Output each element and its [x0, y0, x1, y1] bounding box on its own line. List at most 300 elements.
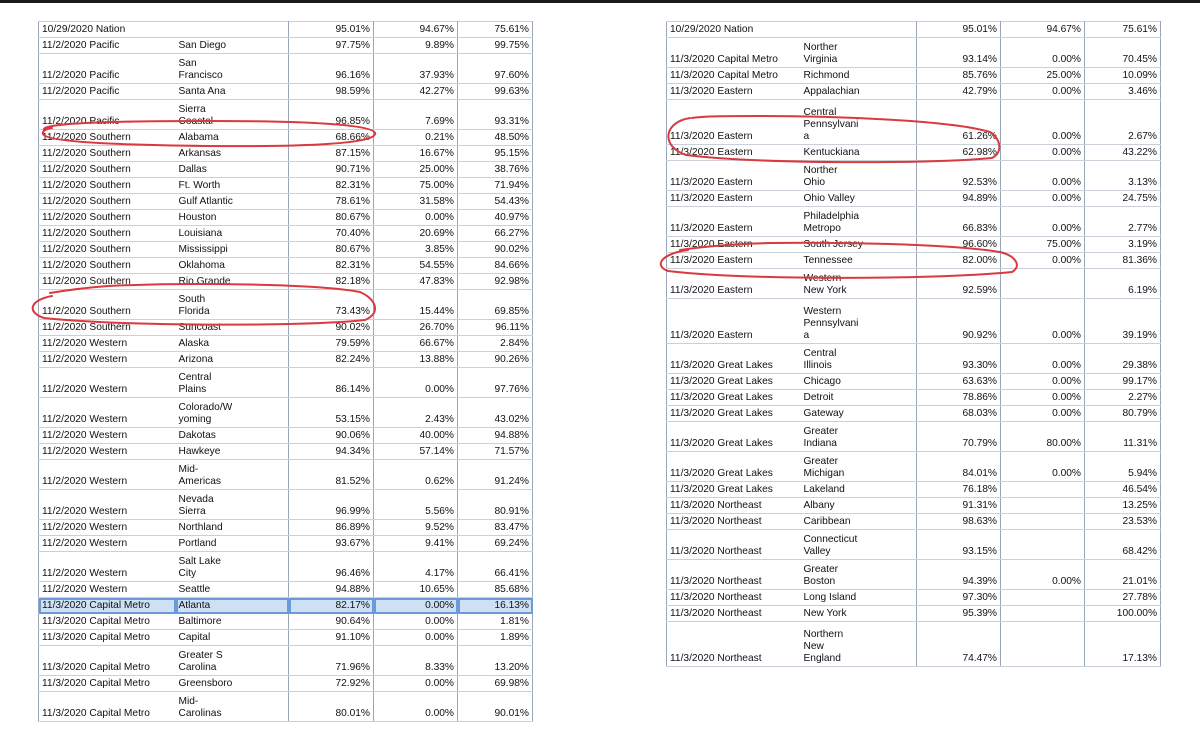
pct-column-c-cell[interactable]: 81.36%	[1085, 253, 1161, 269]
district-cell[interactable]: South Jersey	[801, 237, 917, 253]
date-region-cell[interactable]: 11/2/2020 Western	[39, 490, 176, 520]
district-cell[interactable]: Louisiana	[176, 226, 289, 242]
date-region-cell[interactable]: 11/2/2020 Western	[39, 582, 176, 598]
district-cell[interactable]: Sierra Coastal	[176, 100, 289, 130]
pct-column-c-cell[interactable]: 2.67%	[1085, 100, 1161, 145]
pct-column-c-cell[interactable]: 24.75%	[1085, 191, 1161, 207]
pct-column-b-cell[interactable]	[1001, 590, 1085, 606]
pct-column-c-cell[interactable]: 43.22%	[1085, 145, 1161, 161]
pct-column-a-cell[interactable]: 53.15%	[289, 398, 374, 428]
district-cell[interactable]: Appalachian	[801, 84, 917, 100]
pct-column-a-cell[interactable]: 93.15%	[917, 530, 1001, 560]
pct-column-b-cell[interactable]: 0.00%	[1001, 390, 1085, 406]
date-region-cell[interactable]: 11/2/2020 Western	[39, 352, 176, 368]
district-cell[interactable]: Norther Ohio	[801, 161, 917, 191]
pct-column-c-cell[interactable]: 10.09%	[1085, 68, 1161, 84]
district-cell[interactable]: Greater Boston	[801, 560, 917, 590]
pct-column-a-cell[interactable]: 98.59%	[289, 84, 374, 100]
pct-column-c-cell[interactable]: 91.24%	[458, 460, 533, 490]
pct-column-c-cell[interactable]: 84.66%	[458, 258, 533, 274]
date-region-cell[interactable]: 11/3/2020 Eastern	[667, 191, 801, 207]
pct-column-b-cell[interactable]: 25.00%	[1001, 68, 1085, 84]
pct-column-a-cell[interactable]: 72.92%	[289, 676, 374, 692]
district-cell[interactable]: Central Pennsylvani a	[801, 100, 917, 145]
pct-column-b-cell[interactable]: 13.88%	[374, 352, 458, 368]
district-cell[interactable]: Baltimore	[176, 614, 289, 630]
pct-column-c-cell[interactable]: 66.41%	[458, 552, 533, 582]
pct-column-a-cell[interactable]: 91.10%	[289, 630, 374, 646]
date-region-cell[interactable]: 11/2/2020 Western	[39, 336, 176, 352]
pct-column-c-cell[interactable]: 97.60%	[458, 54, 533, 84]
date-region-cell[interactable]: 11/2/2020 Southern	[39, 320, 176, 336]
district-cell[interactable]: Oklahoma	[176, 258, 289, 274]
district-cell[interactable]: Greater S Carolina	[176, 646, 289, 676]
pct-column-c-cell[interactable]: 66.27%	[458, 226, 533, 242]
pct-column-a-cell[interactable]: 78.61%	[289, 194, 374, 210]
date-region-cell[interactable]: 11/2/2020 Southern	[39, 146, 176, 162]
pct-column-a-cell[interactable]: 96.99%	[289, 490, 374, 520]
district-cell[interactable]: Ohio Valley	[801, 191, 917, 207]
pct-column-a-cell[interactable]: 97.75%	[289, 38, 374, 54]
date-region-cell[interactable]: 11/2/2020 Western	[39, 460, 176, 490]
pct-column-a-cell[interactable]: 42.79%	[917, 84, 1001, 100]
date-region-cell[interactable]: 11/3/2020 Capital Metro	[39, 630, 176, 646]
pct-column-c-cell[interactable]: 69.24%	[458, 536, 533, 552]
pct-column-b-cell[interactable]: 0.00%	[374, 210, 458, 226]
date-region-cell[interactable]: 11/2/2020 Southern	[39, 258, 176, 274]
pct-column-c-cell[interactable]: 90.01%	[458, 692, 533, 722]
pct-column-a-cell[interactable]: 94.39%	[917, 560, 1001, 590]
pct-column-c-cell[interactable]: 93.31%	[458, 100, 533, 130]
pct-column-b-cell[interactable]: 75.00%	[374, 178, 458, 194]
pct-column-a-cell[interactable]: 82.00%	[917, 253, 1001, 269]
date-region-cell[interactable]: 11/2/2020 Southern	[39, 226, 176, 242]
pct-column-b-cell[interactable]: 0.00%	[1001, 406, 1085, 422]
pct-column-a-cell[interactable]: 95.01%	[917, 22, 1001, 38]
date-region-cell[interactable]: 11/3/2020 Eastern	[667, 84, 801, 100]
district-cell[interactable]: Colorado/W yoming	[176, 398, 289, 428]
district-cell[interactable]: Norther Virginia	[801, 38, 917, 68]
pct-column-a-cell[interactable]: 87.15%	[289, 146, 374, 162]
date-region-cell[interactable]: 11/3/2020 Northeast	[667, 606, 801, 622]
pct-column-b-cell[interactable]: 66.67%	[374, 336, 458, 352]
pct-column-a-cell[interactable]: 82.17%	[289, 598, 374, 614]
district-cell[interactable]: Mid- Carolinas	[176, 692, 289, 722]
pct-column-c-cell[interactable]: 92.98%	[458, 274, 533, 290]
district-cell[interactable]: Connecticut Valley	[801, 530, 917, 560]
date-region-cell[interactable]: 11/2/2020 Southern	[39, 290, 176, 320]
date-region-cell[interactable]: 11/3/2020 Eastern	[667, 253, 801, 269]
district-cell[interactable]: Western New York	[801, 269, 917, 299]
pct-column-a-cell[interactable]: 68.03%	[917, 406, 1001, 422]
pct-column-c-cell[interactable]: 29.38%	[1085, 344, 1161, 374]
pct-column-c-cell[interactable]: 54.43%	[458, 194, 533, 210]
date-region-cell[interactable]: 11/2/2020 Southern	[39, 274, 176, 290]
district-cell[interactable]: Long Island	[801, 590, 917, 606]
district-cell[interactable]: Ft. Worth	[176, 178, 289, 194]
district-cell[interactable]: Seattle	[176, 582, 289, 598]
district-cell[interactable]: Western Pennsylvani a	[801, 299, 917, 344]
date-region-cell[interactable]: 10/29/2020 Nation	[667, 22, 801, 38]
pct-column-c-cell[interactable]: 100.00%	[1085, 606, 1161, 622]
district-cell[interactable]: Greater Indiana	[801, 422, 917, 452]
pct-column-b-cell[interactable]: 0.00%	[1001, 191, 1085, 207]
date-region-cell[interactable]: 11/3/2020 Capital Metro	[39, 614, 176, 630]
district-cell[interactable]: Arizona	[176, 352, 289, 368]
district-cell[interactable]: Lakeland	[801, 482, 917, 498]
date-region-cell[interactable]: 11/2/2020 Pacific	[39, 54, 176, 84]
pct-column-b-cell[interactable]: 80.00%	[1001, 422, 1085, 452]
pct-column-a-cell[interactable]: 76.18%	[917, 482, 1001, 498]
pct-column-b-cell[interactable]: 0.00%	[1001, 253, 1085, 269]
pct-column-a-cell[interactable]: 93.67%	[289, 536, 374, 552]
pct-column-a-cell[interactable]: 66.83%	[917, 207, 1001, 237]
pct-column-a-cell[interactable]: 73.43%	[289, 290, 374, 320]
date-region-cell[interactable]: 11/3/2020 Eastern	[667, 269, 801, 299]
pct-column-b-cell[interactable]: 0.00%	[374, 614, 458, 630]
pct-column-c-cell[interactable]: 1.89%	[458, 630, 533, 646]
district-cell[interactable]: Albany	[801, 498, 917, 514]
pct-column-c-cell[interactable]: 96.11%	[458, 320, 533, 336]
date-region-cell[interactable]: 11/2/2020 Pacific	[39, 84, 176, 100]
pct-column-a-cell[interactable]: 82.18%	[289, 274, 374, 290]
date-region-cell[interactable]: 11/2/2020 Western	[39, 368, 176, 398]
district-cell[interactable]	[801, 22, 917, 38]
district-cell[interactable]: San Diego	[176, 38, 289, 54]
pct-column-a-cell[interactable]: 93.14%	[917, 38, 1001, 68]
date-region-cell[interactable]: 11/3/2020 Great Lakes	[667, 482, 801, 498]
pct-column-c-cell[interactable]: 2.27%	[1085, 390, 1161, 406]
pct-column-b-cell[interactable]: 40.00%	[374, 428, 458, 444]
date-region-cell[interactable]: 11/3/2020 Northeast	[667, 560, 801, 590]
pct-column-a-cell[interactable]: 95.39%	[917, 606, 1001, 622]
pct-column-b-cell[interactable]: 0.00%	[1001, 100, 1085, 145]
pct-column-c-cell[interactable]: 90.02%	[458, 242, 533, 258]
pct-column-b-cell[interactable]	[1001, 482, 1085, 498]
date-region-cell[interactable]: 11/3/2020 Eastern	[667, 207, 801, 237]
date-region-cell[interactable]: 11/2/2020 Southern	[39, 194, 176, 210]
date-region-cell[interactable]: 11/3/2020 Capital Metro	[667, 68, 801, 84]
pct-column-c-cell[interactable]: 68.42%	[1085, 530, 1161, 560]
pct-column-c-cell[interactable]: 39.19%	[1085, 299, 1161, 344]
pct-column-b-cell[interactable]: 0.21%	[374, 130, 458, 146]
pct-column-b-cell[interactable]: 9.41%	[374, 536, 458, 552]
district-cell[interactable]: Caribbean	[801, 514, 917, 530]
date-region-cell[interactable]: 11/3/2020 Eastern	[667, 299, 801, 344]
pct-column-c-cell[interactable]: 3.13%	[1085, 161, 1161, 191]
pct-column-c-cell[interactable]: 13.20%	[458, 646, 533, 676]
date-region-cell[interactable]: 11/3/2020 Eastern	[667, 145, 801, 161]
pct-column-b-cell[interactable]: 0.00%	[1001, 84, 1085, 100]
district-cell[interactable]: Houston	[176, 210, 289, 226]
date-region-cell[interactable]: 11/2/2020 Western	[39, 428, 176, 444]
pct-column-b-cell[interactable]: 0.00%	[1001, 38, 1085, 68]
date-region-cell[interactable]: 11/2/2020 Pacific	[39, 100, 176, 130]
date-region-cell[interactable]: 11/2/2020 Southern	[39, 178, 176, 194]
pct-column-c-cell[interactable]: 71.57%	[458, 444, 533, 460]
date-region-cell[interactable]: 11/2/2020 Western	[39, 444, 176, 460]
pct-column-c-cell[interactable]: 80.79%	[1085, 406, 1161, 422]
district-cell[interactable]: Northern New England	[801, 622, 917, 667]
pct-column-a-cell[interactable]: 80.67%	[289, 210, 374, 226]
pct-column-b-cell[interactable]: 7.69%	[374, 100, 458, 130]
pct-column-b-cell[interactable]	[1001, 514, 1085, 530]
date-region-cell[interactable]: 11/3/2020 Great Lakes	[667, 374, 801, 390]
pct-column-a-cell[interactable]: 91.31%	[917, 498, 1001, 514]
pct-column-b-cell[interactable]: 42.27%	[374, 84, 458, 100]
pct-column-c-cell[interactable]: 69.85%	[458, 290, 533, 320]
pct-column-a-cell[interactable]: 63.63%	[917, 374, 1001, 390]
district-cell[interactable]: Rio Grande	[176, 274, 289, 290]
pct-column-a-cell[interactable]: 95.01%	[289, 22, 374, 38]
pct-column-a-cell[interactable]: 90.71%	[289, 162, 374, 178]
pct-column-a-cell[interactable]: 70.79%	[917, 422, 1001, 452]
pct-column-c-cell[interactable]: 43.02%	[458, 398, 533, 428]
pct-column-c-cell[interactable]: 3.46%	[1085, 84, 1161, 100]
date-region-cell[interactable]: 11/3/2020 Capital Metro	[39, 646, 176, 676]
district-cell[interactable]: Kentuckiana	[801, 145, 917, 161]
pct-column-b-cell[interactable]: 0.62%	[374, 460, 458, 490]
pct-column-c-cell[interactable]: 97.76%	[458, 368, 533, 398]
pct-column-c-cell[interactable]: 2.84%	[458, 336, 533, 352]
date-region-cell[interactable]: 11/3/2020 Capital Metro	[667, 38, 801, 68]
date-region-cell[interactable]: 11/3/2020 Great Lakes	[667, 406, 801, 422]
pct-column-a-cell[interactable]: 82.24%	[289, 352, 374, 368]
pct-column-c-cell[interactable]: 70.45%	[1085, 38, 1161, 68]
date-region-cell[interactable]: 11/2/2020 Western	[39, 520, 176, 536]
district-cell[interactable]: Mississippi	[176, 242, 289, 258]
district-cell[interactable]: Gateway	[801, 406, 917, 422]
district-cell[interactable]: New York	[801, 606, 917, 622]
pct-column-a-cell[interactable]: 79.59%	[289, 336, 374, 352]
pct-column-b-cell[interactable]: 37.93%	[374, 54, 458, 84]
pct-column-b-cell[interactable]: 0.00%	[374, 676, 458, 692]
district-cell[interactable]: Alaska	[176, 336, 289, 352]
date-region-cell[interactable]: 11/2/2020 Southern	[39, 242, 176, 258]
date-region-cell[interactable]: 11/3/2020 Eastern	[667, 161, 801, 191]
pct-column-a-cell[interactable]: 98.63%	[917, 514, 1001, 530]
pct-column-c-cell[interactable]: 11.31%	[1085, 422, 1161, 452]
district-cell[interactable]: Central Illinois	[801, 344, 917, 374]
pct-column-a-cell[interactable]: 93.30%	[917, 344, 1001, 374]
pct-column-a-cell[interactable]: 86.14%	[289, 368, 374, 398]
pct-column-b-cell[interactable]: 16.67%	[374, 146, 458, 162]
pct-column-c-cell[interactable]: 2.77%	[1085, 207, 1161, 237]
pct-column-b-cell[interactable]	[1001, 622, 1085, 667]
pct-column-a-cell[interactable]: 90.02%	[289, 320, 374, 336]
district-cell[interactable]: Gulf Atlantic	[176, 194, 289, 210]
pct-column-b-cell[interactable]: 0.00%	[1001, 560, 1085, 590]
district-cell[interactable]	[176, 22, 289, 38]
pct-column-a-cell[interactable]: 80.01%	[289, 692, 374, 722]
district-cell[interactable]: Philadelphia Metropo	[801, 207, 917, 237]
pct-column-b-cell[interactable]: 15.44%	[374, 290, 458, 320]
pct-column-b-cell[interactable]: 20.69%	[374, 226, 458, 242]
pct-column-b-cell[interactable]: 0.00%	[1001, 145, 1085, 161]
pct-column-a-cell[interactable]: 96.60%	[917, 237, 1001, 253]
district-cell[interactable]: Hawkeye	[176, 444, 289, 460]
district-cell[interactable]: Santa Ana	[176, 84, 289, 100]
date-region-cell[interactable]: 11/3/2020 Great Lakes	[667, 422, 801, 452]
pct-column-a-cell[interactable]: 92.53%	[917, 161, 1001, 191]
pct-column-b-cell[interactable]	[1001, 498, 1085, 514]
pct-column-b-cell[interactable]: 0.00%	[1001, 344, 1085, 374]
pct-column-b-cell[interactable]: 25.00%	[374, 162, 458, 178]
pct-column-c-cell[interactable]: 99.63%	[458, 84, 533, 100]
pct-column-a-cell[interactable]: 90.92%	[917, 299, 1001, 344]
pct-column-b-cell[interactable]	[1001, 606, 1085, 622]
pct-column-a-cell[interactable]: 96.46%	[289, 552, 374, 582]
pct-column-b-cell[interactable]: 0.00%	[1001, 161, 1085, 191]
pct-column-b-cell[interactable]: 94.67%	[1001, 22, 1085, 38]
pct-column-a-cell[interactable]: 82.31%	[289, 258, 374, 274]
pct-column-c-cell[interactable]: 71.94%	[458, 178, 533, 194]
date-region-cell[interactable]: 11/3/2020 Great Lakes	[667, 452, 801, 482]
pct-column-b-cell[interactable]: 0.00%	[1001, 299, 1085, 344]
pct-column-b-cell[interactable]: 0.00%	[1001, 452, 1085, 482]
date-region-cell[interactable]: 10/29/2020 Nation	[39, 22, 176, 38]
date-region-cell[interactable]: 11/3/2020 Northeast	[667, 514, 801, 530]
district-cell[interactable]: Greater Michigan	[801, 452, 917, 482]
pct-column-c-cell[interactable]: 13.25%	[1085, 498, 1161, 514]
pct-column-c-cell[interactable]: 75.61%	[458, 22, 533, 38]
pct-column-a-cell[interactable]: 96.16%	[289, 54, 374, 84]
district-cell[interactable]: Nevada Sierra	[176, 490, 289, 520]
pct-column-c-cell[interactable]: 3.19%	[1085, 237, 1161, 253]
pct-column-b-cell[interactable]: 47.83%	[374, 274, 458, 290]
pct-column-a-cell[interactable]: 85.76%	[917, 68, 1001, 84]
pct-column-b-cell[interactable]: 3.85%	[374, 242, 458, 258]
district-cell[interactable]: Northland	[176, 520, 289, 536]
pct-column-a-cell[interactable]: 90.64%	[289, 614, 374, 630]
district-cell[interactable]: Dakotas	[176, 428, 289, 444]
pct-column-a-cell[interactable]: 94.88%	[289, 582, 374, 598]
district-cell[interactable]: Greensboro	[176, 676, 289, 692]
district-cell[interactable]: Portland	[176, 536, 289, 552]
pct-column-c-cell[interactable]: 6.19%	[1085, 269, 1161, 299]
pct-column-a-cell[interactable]: 71.96%	[289, 646, 374, 676]
district-cell[interactable]: Salt Lake City	[176, 552, 289, 582]
pct-column-b-cell[interactable]: 57.14%	[374, 444, 458, 460]
pct-column-c-cell[interactable]: 99.17%	[1085, 374, 1161, 390]
pct-column-a-cell[interactable]: 92.59%	[917, 269, 1001, 299]
pct-column-a-cell[interactable]: 94.89%	[917, 191, 1001, 207]
date-region-cell[interactable]: 11/3/2020 Northeast	[667, 530, 801, 560]
pct-column-c-cell[interactable]: 99.75%	[458, 38, 533, 54]
pct-column-a-cell[interactable]: 70.40%	[289, 226, 374, 242]
date-region-cell[interactable]: 11/3/2020 Capital Metro	[39, 692, 176, 722]
district-cell[interactable]: South Florida	[176, 290, 289, 320]
district-cell[interactable]: Tennessee	[801, 253, 917, 269]
pct-column-c-cell[interactable]: 27.78%	[1085, 590, 1161, 606]
pct-column-a-cell[interactable]: 97.30%	[917, 590, 1001, 606]
date-region-cell[interactable]: 11/2/2020 Western	[39, 552, 176, 582]
date-region-cell[interactable]: 11/2/2020 Western	[39, 536, 176, 552]
pct-column-b-cell[interactable]	[1001, 269, 1085, 299]
pct-column-c-cell[interactable]: 83.47%	[458, 520, 533, 536]
pct-column-a-cell[interactable]: 68.66%	[289, 130, 374, 146]
pct-column-c-cell[interactable]: 69.98%	[458, 676, 533, 692]
pct-column-a-cell[interactable]: 96.85%	[289, 100, 374, 130]
date-region-cell[interactable]: 11/3/2020 Northeast	[667, 498, 801, 514]
pct-column-b-cell[interactable]: 0.00%	[1001, 374, 1085, 390]
pct-column-a-cell[interactable]: 94.34%	[289, 444, 374, 460]
pct-column-a-cell[interactable]: 61.26%	[917, 100, 1001, 145]
pct-column-c-cell[interactable]: 16.13%	[458, 598, 533, 614]
date-region-cell[interactable]: 11/2/2020 Pacific	[39, 38, 176, 54]
date-region-cell[interactable]: 11/2/2020 Southern	[39, 210, 176, 226]
pct-column-b-cell[interactable]: 10.65%	[374, 582, 458, 598]
pct-column-c-cell[interactable]: 23.53%	[1085, 514, 1161, 530]
pct-column-b-cell[interactable]: 0.00%	[374, 598, 458, 614]
district-cell[interactable]: Richmond	[801, 68, 917, 84]
pct-column-c-cell[interactable]: 5.94%	[1085, 452, 1161, 482]
pct-column-b-cell[interactable]: 94.67%	[374, 22, 458, 38]
pct-column-a-cell[interactable]: 62.98%	[917, 145, 1001, 161]
pct-column-b-cell[interactable]: 0.00%	[374, 630, 458, 646]
pct-column-b-cell[interactable]: 26.70%	[374, 320, 458, 336]
pct-column-b-cell[interactable]: 31.58%	[374, 194, 458, 210]
pct-column-b-cell[interactable]: 0.00%	[374, 692, 458, 722]
district-cell[interactable]: Dallas	[176, 162, 289, 178]
pct-column-c-cell[interactable]: 95.15%	[458, 146, 533, 162]
pct-column-b-cell[interactable]: 75.00%	[1001, 237, 1085, 253]
pct-column-b-cell[interactable]: 0.00%	[374, 368, 458, 398]
district-cell[interactable]: San Francisco	[176, 54, 289, 84]
district-cell[interactable]: Atlanta	[176, 598, 289, 614]
pct-column-b-cell[interactable]: 54.55%	[374, 258, 458, 274]
pct-column-a-cell[interactable]: 86.89%	[289, 520, 374, 536]
pct-column-b-cell[interactable]: 9.89%	[374, 38, 458, 54]
date-region-cell[interactable]: 11/2/2020 Western	[39, 398, 176, 428]
pct-column-c-cell[interactable]: 17.13%	[1085, 622, 1161, 667]
pct-column-a-cell[interactable]: 82.31%	[289, 178, 374, 194]
pct-column-c-cell[interactable]: 46.54%	[1085, 482, 1161, 498]
pct-column-c-cell[interactable]: 75.61%	[1085, 22, 1161, 38]
pct-column-b-cell[interactable]: 4.17%	[374, 552, 458, 582]
pct-column-a-cell[interactable]: 81.52%	[289, 460, 374, 490]
district-cell[interactable]: Detroit	[801, 390, 917, 406]
pct-column-a-cell[interactable]: 78.86%	[917, 390, 1001, 406]
date-region-cell[interactable]: 11/3/2020 Eastern	[667, 100, 801, 145]
district-cell[interactable]: Capital	[176, 630, 289, 646]
pct-column-c-cell[interactable]: 94.88%	[458, 428, 533, 444]
pct-column-b-cell[interactable]: 9.52%	[374, 520, 458, 536]
date-region-cell[interactable]: 11/3/2020 Eastern	[667, 237, 801, 253]
date-region-cell[interactable]: 11/3/2020 Capital Metro	[39, 676, 176, 692]
date-region-cell[interactable]: 11/3/2020 Great Lakes	[667, 344, 801, 374]
pct-column-c-cell[interactable]: 38.76%	[458, 162, 533, 178]
date-region-cell[interactable]: 11/2/2020 Southern	[39, 130, 176, 146]
pct-column-a-cell[interactable]: 80.67%	[289, 242, 374, 258]
pct-column-c-cell[interactable]: 85.68%	[458, 582, 533, 598]
pct-column-c-cell[interactable]: 48.50%	[458, 130, 533, 146]
date-region-cell[interactable]: 11/2/2020 Southern	[39, 162, 176, 178]
date-region-cell[interactable]: 11/3/2020 Northeast	[667, 622, 801, 667]
pct-column-c-cell[interactable]: 80.91%	[458, 490, 533, 520]
district-cell[interactable]: Alabama	[176, 130, 289, 146]
date-region-cell[interactable]: 11/3/2020 Great Lakes	[667, 390, 801, 406]
date-region-cell[interactable]: 11/3/2020 Northeast	[667, 590, 801, 606]
pct-column-c-cell[interactable]: 40.97%	[458, 210, 533, 226]
pct-column-c-cell[interactable]: 21.01%	[1085, 560, 1161, 590]
pct-column-a-cell[interactable]: 90.06%	[289, 428, 374, 444]
pct-column-b-cell[interactable]: 0.00%	[1001, 207, 1085, 237]
pct-column-b-cell[interactable]: 8.33%	[374, 646, 458, 676]
district-cell[interactable]: Chicago	[801, 374, 917, 390]
district-cell[interactable]: Mid- Americas	[176, 460, 289, 490]
date-region-cell[interactable]: 11/3/2020 Capital Metro	[39, 598, 176, 614]
